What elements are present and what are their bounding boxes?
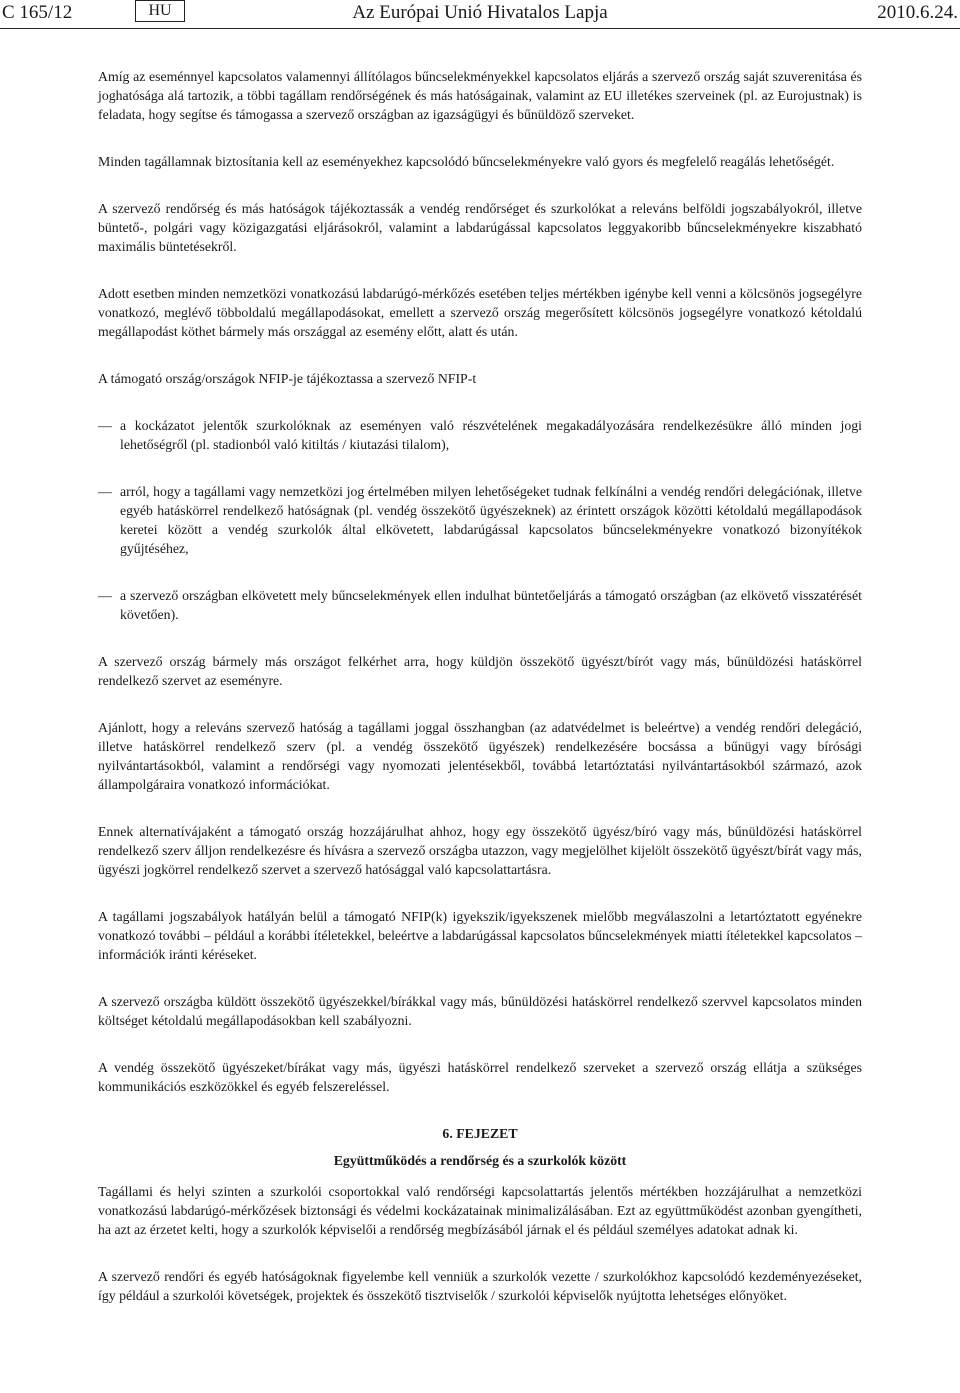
document-body [98,67,862,1333]
dash-item-text: arról, hogy a tagállami vagy nemzetközi jog értelmében milyen lehetőségeket tudnak felkínálni a vendég rendőri delegációnak, illetve egyéb hatáskörrel rendelkező hatóságnak (pl. vendég összekötő ügyészeknek) az érintett országok közötti kétoldalú megállapodások keretei között a vendég szurkolók által elkövetett, labdarúgással kapcsolatos bűncselekményekre vonatkozó bizonyítékok gyűjtéséhez, [120,484,862,556]
paragraph: A szervező rendőrség és más hatóságok tájékoztassák a vendég rendőrséget és szurkolókat a releváns belföldi jogszabályokról, illetve büntető-, polgári vagy közigazgatási eljárásokról, valamint a labdarúgással kapcsolatos leggyakoribb bűncselekményekre kiszabható maximális büntetésekről. [98,201,862,254]
paragraph: A szervező országba küldött összekötő ügyészekkel/bírákkal vagy más, bűnüldözési hatáskörrel rendelkező szervvel kapcsolatos minden költséget kétoldalú megállapodásokban kell szabályozni. [98,994,862,1028]
publication-date: 2010.6.24. [877,2,958,23]
paragraph: A támogató ország/országok NFIP-je tájékoztassa a szervező NFIP-t [98,371,477,386]
dash-bullet: — [98,484,112,499]
paragraph: A tagállami jogszabályok hatályán belül a támogató NFIP(k) igyekszik/igyekszenek mielőbb megválaszolni a letartóztatott egyénekre vonatkozó további – például a korábbi ítéletekkel, beleértve a labdarúgással kapcsolatos bűncselekmények miatti ítéletekkel kapcsolatos – információk iránti kéréseket. [98,909,862,962]
paragraph: Ajánlott, hogy a releváns szervező hatóság a tagállami joggal összhangban (az adatvédelmet is beleértve) a vendég rendőri delegáció, illetve hatáskörrel rendelkező szerv (pl. a vendég összekötő ügyészek) rendelkezésére bocsássa a bűnügyi vagy bírósági nyilvántartásokból, valamint a rendőrségi vagy nyomozati jelentésekből, továbbá letartóztatási nyilvántartásokból származó, azok állampolgáraira vonatkozó információkat. [98,720,862,792]
dash-bullet: — [98,588,112,603]
dash-list-item [98,416,862,454]
paragraph: A szervező ország bármely más országot felkérhet arra, hogy küldjön összekötő ügyészt/bírót vagy más, bűnüldözési hatáskörrel rendelkező szervet az eseményre. [98,654,862,688]
journal-title: Az Európai Unió Hivatalos Lapja [352,2,608,23]
chapter-number: 6. FEJEZET [442,1126,518,1141]
language-code-box: HU [135,0,185,22]
paragraph: Adott esetben minden nemzetközi vonatkozású labdarúgó-mérkőzés esetében teljes mértékben igénybe kell venni a kölcsönös jogsegélyre vonatkozó, meglévő többoldalú megállapodásokat, emellett a szervező ország megerősített kölcsönös jogsegélyre vonatkozó kétoldalú megállapodást köthet bármely más országgal az esemény előtt, alatt és után. [98,286,862,339]
dash-item-text: a szervező országban elkövetett mely bűncselekmények ellen indulhat büntetőeljárás a támogató országban (az elkövető visszatérését követően). [120,588,862,622]
paragraph: A szervező rendőri és egyéb hatóságoknak figyelembe kell venniük a szurkolók vezette / szurkolókhoz kapcsolódó kezdeményezéseket, így például a szurkolói követségek, projektek és összekötő tisztviselők / szurkolói képviselők nyújtotta lehetséges előnyöket. [98,1269,862,1303]
dash-list-item [98,586,862,624]
paragraph: Tagállami és helyi szinten a szurkolói csoportokkal való rendőrségi kapcsolattartás jelentős mértékben hozzájárulhat a nemzetközi vonatkozású labdarúgó-mérkőzések biztonsági és védelmi kockázatainak minimalizálásában. Ezt az együttműködést azonban gyengítheti, ha azt az érzetet kelti, hogy a szurkolók képviselői a rendőrség megbízásából járnak el és például személyes adatokat adnak ki. [98,1184,862,1237]
paragraph: Amíg az eseménnyel kapcsolatos valamennyi állítólagos bűncselekményekkel kapcsolatos eljárás a szervező ország saját szuverenitása és joghatósága alá tartozik, a többi tagállam rendőrségének és más hatóságainak, valamint az EU illetékes szerveinek (pl. az Eurojustnak) is feladata, hogy segítse és támogassa a szervező országban az igazságügyi és bűnüldöző szerveket. [98,69,862,122]
paragraph: A vendég összekötő ügyészeket/bírákat vagy más, ügyészi hatáskörrel rendelkező szerveket a szervező ország ellátja a szükséges kommunikációs eszközökkel és egyéb felszereléssel. [98,1060,862,1094]
dash-bullet: — [98,418,112,433]
paragraph: Ennek alternatívájaként a támogató ország hozzájárulhat ahhoz, hogy egy összekötő ügyész/bíró vagy más, bűnüldözési hatáskörrel rendelkező szerv álljon rendelkezésre és hívásra a szervező országba utazzon, vagy megjelölhet kijelölt összekötő ügyészt/bírát vagy más, ügyészi jogkörrel rendelkező szervet a szervező hatósággal való kapcsolattartásra. [98,824,862,877]
page-reference: C 165/12 [2,2,73,23]
chapter-title: Együttműködés a rendőrség és a szurkolók között [333,1153,627,1168]
dash-list-item [98,482,862,558]
paragraph: Minden tagállamnak biztosítania kell az eseményekhez kapcsolódó bűncselekményekre való gyors és megfelelő reagálás lehetőségét. [98,154,835,169]
page-header [0,0,960,29]
dash-item-text: a kockázatot jelentők szurkolóknak az eseményen való részvételének megakadályozására rendelkezésükre álló minden jogi lehetőségről (pl. stadionból való kitiltás / kiutazási tilalom), [120,418,862,452]
